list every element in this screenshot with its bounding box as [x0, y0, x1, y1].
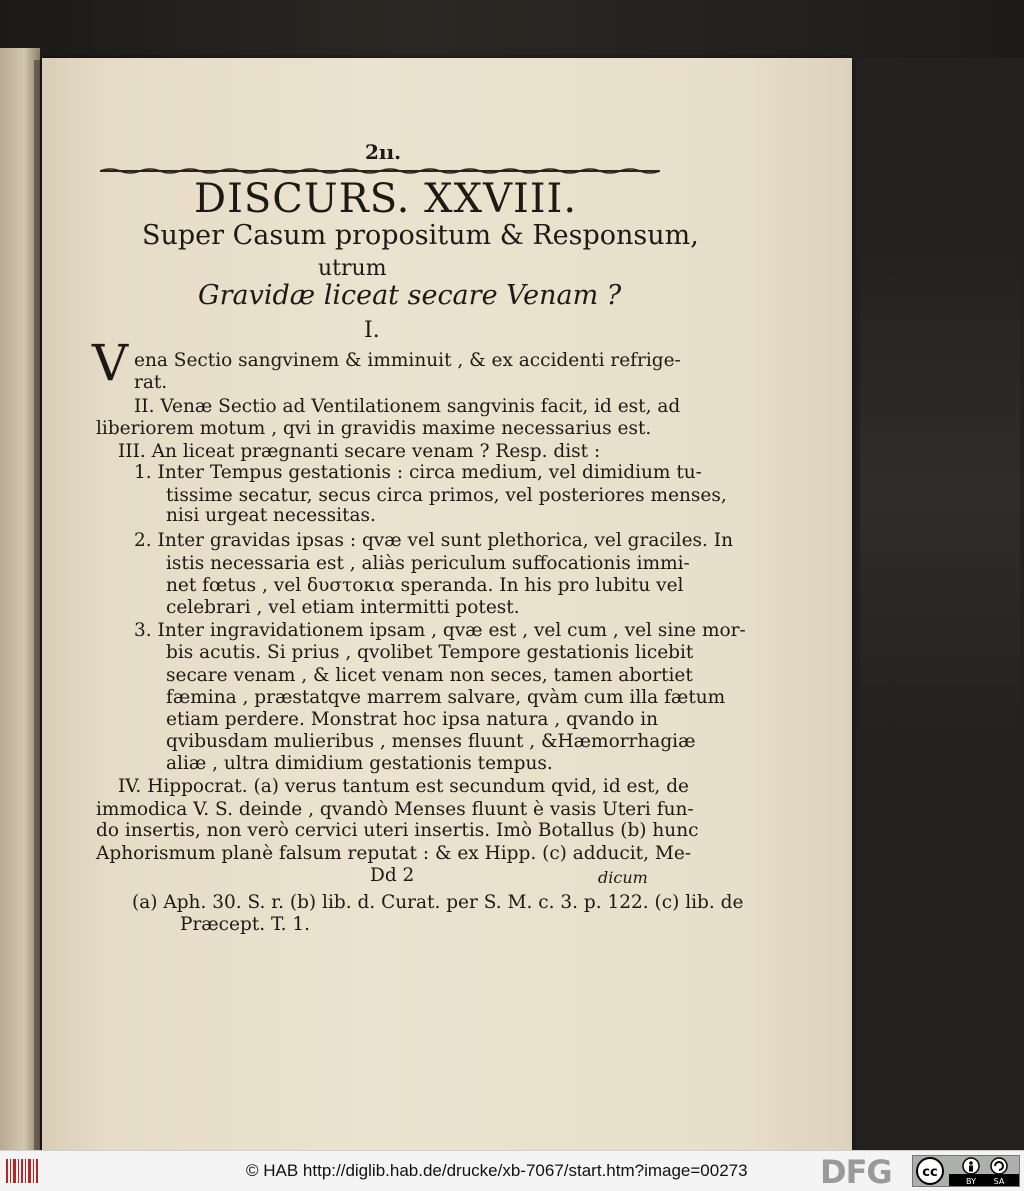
- body-line: liberiorem motum , qvi in gravidis maxime necessarius est.: [96, 418, 652, 439]
- footnote-line: Præcept. T. 1.: [180, 914, 311, 935]
- signature-mark: Dd 2: [370, 865, 415, 886]
- discourse-heading: DISCURS. XXVIII.: [194, 176, 578, 222]
- list-item-line: aliæ , ultra dimidium gestationis tempus.: [166, 753, 553, 774]
- scan-shadow: [860, 240, 1020, 740]
- list-item-line: bis acutis. Si prius , qvolibet Tempore gestationis licebit: [166, 642, 694, 663]
- svg-text:cc: cc: [922, 1165, 938, 1180]
- cc-by-sa-icon: [913, 1156, 1019, 1186]
- list-item-line: istis necessaria est , aliàs periculum suffocationis immi-: [166, 553, 690, 574]
- list-item-line: celebrari , vel etiam intermitti potest.: [166, 597, 520, 618]
- list-item-line: net fœtus , vel δυστοκια speranda. In his pro lubitu vel: [166, 575, 684, 596]
- list-item-line: secare venam , & licet venam non seces, tamen abortiet: [166, 665, 693, 686]
- viewer-footer: [0, 1150, 1024, 1191]
- body-line: IV. Hippocrat. (a) verus tantum est secundum qvid, id est, de: [118, 776, 689, 797]
- list-item-line: 1. Inter Tempus gestationis : circa medium, vel dimidium tu-: [134, 462, 702, 483]
- license-sa-label: SA: [993, 1177, 1005, 1186]
- body-line: immodica V. S. deinde , qvandò Menses fluunt è vasis Uteri fun-: [96, 799, 694, 820]
- list-item-line: 2. Inter gravidas ipsas : qvæ vel sunt plethorica, vel graciles. In: [134, 530, 734, 551]
- dfg-logo: [818, 1155, 910, 1187]
- subtitle-line-3: Gravidæ liceat secare Venam ?: [198, 280, 622, 311]
- body-line: III. An liceat prægnanti secare venam ? Resp. dist :: [118, 441, 601, 462]
- section-number: I.: [364, 318, 380, 343]
- list-item-line: 3. Inter ingravidationem ipsam , qvæ est , vel cum , vel sine mor-: [134, 620, 746, 641]
- body-line: do insertis, non verò cervici uteri insertis. Imò Botallus (b) hunc: [96, 820, 699, 841]
- list-item-line: tissime secatur, secus circa primos, vel posteriores menses,: [166, 485, 727, 506]
- license-by-label: BY: [966, 1177, 976, 1186]
- list-item-line: qvibusdam mulieribus , menses fluunt , &Hæmorrhagiæ: [166, 731, 696, 752]
- subtitle-line-2: utrum: [318, 256, 387, 281]
- footnote-line: (a) Aph. 30. S. r. (b) lib. d. Curat. per S. M. c. 3. p. 122. (c) lib. de: [132, 892, 744, 913]
- barcode-icon: [6, 1159, 40, 1183]
- body-line: rat.: [134, 372, 168, 393]
- body-line: II. Venæ Sectio ad Ventilationem sangvinis facit, id est, ad: [134, 396, 681, 417]
- drop-capital: V: [92, 334, 129, 392]
- page-gutter: [34, 60, 40, 1150]
- list-item-line: fæmina , præstatqve marrem salvare, qvàm cum illa fætum: [166, 687, 726, 708]
- page-number: 2ıı.: [365, 140, 402, 164]
- body-line: ena Sectio sangvinem & imminuit , & ex accidenti refrige-: [134, 350, 681, 371]
- catchword: dicum: [598, 868, 648, 887]
- body-line: Aphorismum planè falsum reputat : & ex Hipp. (c) adducit, Me-: [96, 843, 692, 864]
- subtitle-line-1: Super Casum propositum & Responsum,: [142, 220, 699, 251]
- dfg-label: DFG: [820, 1155, 892, 1187]
- list-item-line: nisi urgeat necessitas.: [166, 505, 376, 526]
- license-badge[interactable]: [912, 1155, 1020, 1187]
- list-item-line: etiam perdere. Monstrat hoc ipsa natura , qvando in: [166, 709, 659, 730]
- source-link[interactable]: © HAB http://diglib.hab.de/drucke/xb-7067/start.htm?image=00273: [246, 1161, 748, 1180]
